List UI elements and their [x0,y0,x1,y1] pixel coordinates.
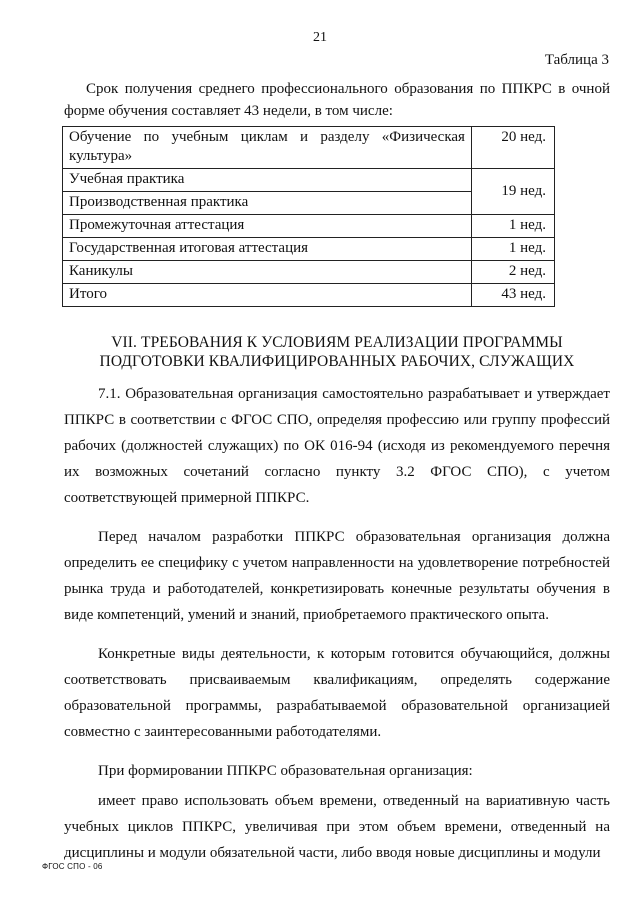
table-row [63,215,555,238]
body-text [64,381,610,879]
table-cell-value: 43 нед. [472,284,555,307]
table-row [63,169,555,192]
section-heading-line: ПОДГОТОВКИ КВАЛИФИЦИРОВАННЫХ РАБОЧИХ, СЛУЖАЩИХ [99,353,575,370]
table-row [63,238,555,261]
paragraph: имеет право использовать объем времени, отведенный на вариативную часть учебных циклов ППКРС, увеличивая при этом объем времени, отведенный на дисциплины и модули обязательной части, либо вводя новые дисциплины и модули [64,793,610,861]
table-cell-name: Производственная практика [63,192,472,215]
page-number: 21 [313,30,327,45]
table-cell-name: Государственная итоговая аттестация [63,238,472,261]
row-1-word: учебным [171,129,229,145]
table-row [63,127,555,169]
row-1-word: и [300,129,309,145]
section-heading [64,333,610,371]
footer-code: ФГОС СПО - 06 [42,862,103,871]
table-cell-value: 2 нед. [472,261,555,284]
table-cell-value: 1 нед. [472,238,555,261]
row-1-word: «Физическая [381,129,465,145]
row-1-word: по [143,129,160,145]
table-cell-value: 19 нед. [472,169,555,215]
table-cell-value: 20 нед. [472,127,555,169]
row-1-word: циклам [240,129,288,145]
section-heading-line: VII. ТРЕБОВАНИЯ К УСЛОВИЯМ РЕАЛИЗАЦИИ ПРОГРАММЫ [111,334,563,351]
table-cell-name: Учебная практика [63,169,472,192]
paragraph: 7.1. Образовательная организация самостоятельно разрабатывает и утверждает ППКРС в соответствии с ФГОС СПО, определяя профессию или группу профессий рабочих (должностей служащих) по ОК 016-94 (исходя из рекомендуемого перечня их возможных сочетаний согласно пункту 3.2 ФГОС СПО), с учетом соответствующей примерной ППКРС. [64,386,610,506]
row-1-continuation: культура» [69,148,133,164]
table-cell-name: Промежуточная аттестация [63,215,472,238]
table-row [63,284,555,307]
intro-paragraph: Срок получения среднего профессионального образования по ППКРС в очной форме обучения составляет 43 недели, в том числе: [64,81,610,119]
table-cell-value: 1 нед. [472,215,555,238]
table-label: Таблица 3 [544,52,609,68]
row-1-word: Обучение [69,129,132,145]
paragraph: Конкретные виды деятельности, к которым готовится обучающийся, должны соответствовать присваиваемым квалификациям, определять содержание образовательной программы, разрабатываемой образовательной организацией совместно с заинтересованными работодателями. [64,646,610,740]
row-1-first-line [69,128,465,147]
table-cell-name: Каникулы [63,261,472,284]
table-cell-name [63,127,472,169]
study-duration-table [62,126,555,307]
paragraph: При формировании ППКРС образовательная организация: [98,763,473,779]
paragraph: Перед началом разработки ППКРС образовательная организация должна определить ее специфику с учетом направленности на удовлетворение потребностей рынка труда и работодателей, конкретизировать конечные результаты обучения в виде компетенций, умений и знаний, приобретаемого практического опыта. [64,529,610,623]
table-cell-name: Итого [63,284,472,307]
row-1-word: разделу [320,129,370,145]
table-row [63,261,555,284]
